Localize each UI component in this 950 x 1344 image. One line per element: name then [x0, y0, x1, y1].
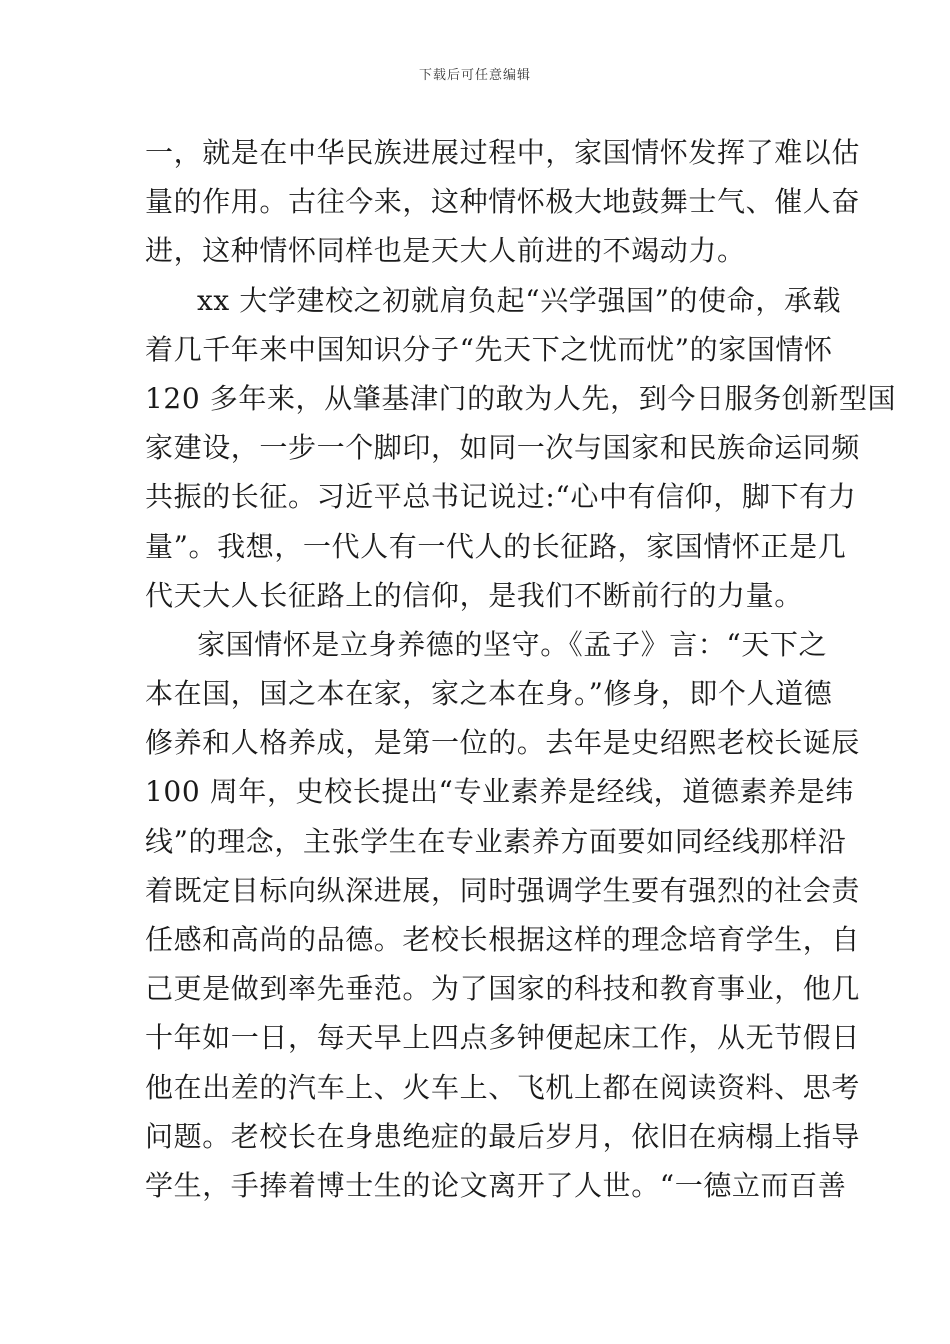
text-line: 量的作用。古往今来，这种情怀极大地鼓舞士气、催人奋 [145, 185, 861, 219]
text-line: 十年如一日，每天早上四点多钟便起床工作，从无节假日 [145, 1021, 861, 1055]
text-line: 着既定目标向纵深进展，同时强调学生要有强烈的社会责 [145, 873, 861, 907]
text-line: 问题。老校长在身患绝症的最后岁月，依旧在病榻上指导 [145, 1119, 861, 1153]
text-line: 本在国，国之本在家，家之本在身。”修身，即个人道德 [145, 677, 833, 711]
text-line: 线”的理念，主张学生在专业素养方面要如同经线那样沿 [145, 824, 847, 858]
text-line: 他在出差的汽车上、火车上、飞机上都在阅读资料、思考 [145, 1070, 861, 1104]
document-body [145, 128, 897, 1210]
text-line: 一，就是在中华民族进展过程中，家国情怀发挥了难以估 [145, 136, 861, 169]
text-line: 共振的长征。习近平总书记说过:“心中有信仰，脚下有力 [145, 480, 857, 514]
text-line: 己更是做到率先垂范。为了国家的科技和教育事业，他几 [145, 972, 861, 1006]
text-line: 着几千年来中国知识分子“先天下之忧而忧”的家国情怀 [145, 332, 833, 366]
text-line: xx 大学建校之初就肩负起“兴学强国”的使命，承载 [197, 283, 842, 317]
text-line: 家建设，一步一个脚印，如同一次与国家和民族命运同频 [145, 431, 861, 465]
text-line: 修养和人格养成，是第一位的。去年是史绍熙老校长诞辰 [145, 726, 861, 760]
text-line: 120 多年来，从肇基津门的敢为人先，到今日服务创新型国 [145, 381, 897, 415]
page-header: 下载后可任意编辑 [418, 68, 531, 83]
text-line: 100 周年，史校长提出“专业素养是经线，道德素养是纬 [145, 775, 854, 809]
text-line: 进，这种情怀同样也是天大人前进的不竭动力。 [145, 234, 746, 268]
text-line: 代天大人长征路上的信仰，是我们不断前行的力量。 [145, 578, 803, 612]
text-line: 任感和高尚的品德。老校长根据这样的理念培育学生，自 [145, 923, 861, 956]
text-line: 学生，手捧着博士生的论文离开了人世。“一德立而百善 [145, 1168, 847, 1202]
text-line: 家国情怀是立身养德的坚守。《孟子》言：“天下之 [197, 627, 828, 661]
text-line: 量”。我想，一代人有一代人的长征路，家国情怀正是几 [145, 529, 847, 563]
